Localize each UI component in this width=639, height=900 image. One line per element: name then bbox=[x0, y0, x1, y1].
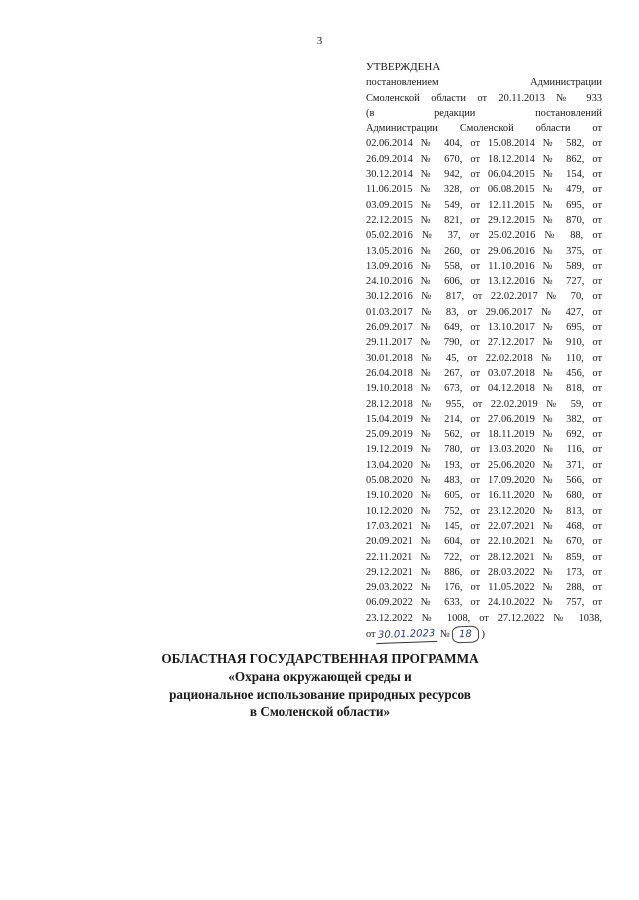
approval-block bbox=[366, 60, 602, 643]
approval-line: 19.10.2020 № 605, от 16.11.2020 № 680, от bbox=[366, 490, 602, 502]
approval-line: 25.09.2019 № 562, от 18.11.2019 № 692, от bbox=[366, 429, 602, 441]
program-title-line-4: в Смоленской области» bbox=[249, 704, 391, 720]
approval-line: 10.12.2020 № 752, от 23.12.2020 № 813, от bbox=[366, 505, 602, 517]
approval-line: постановлением Администрации bbox=[366, 77, 602, 89]
approval-line: (в редакции постановлений bbox=[366, 107, 602, 119]
approval-line: 15.04.2019 № 214, от 27.06.2019 № 382, от bbox=[366, 413, 602, 425]
approval-line: 29.11.2017 № 790, от 27.12.2017 № 910, от bbox=[366, 337, 602, 349]
approval-line: 11.06.2015 № 328, от 06.08.2015 № 479, от bbox=[366, 184, 602, 196]
approval-line: 06.09.2022 № 633, от 24.10.2022 № 757, от bbox=[366, 597, 602, 609]
approval-last-line bbox=[366, 626, 602, 643]
approval-heading: УТВЕРЖДЕНА bbox=[366, 61, 441, 73]
approval-line: 24.10.2016 № 606, от 13.12.2016 № 727, от bbox=[366, 276, 602, 288]
approval-line: 01.03.2017 № 83, от 29.06.2017 № 427, от bbox=[366, 306, 602, 318]
page-number: 3 bbox=[316, 35, 323, 47]
approval-line: 28.12.2018 № 955, от 22.02.2019 № 59, от bbox=[366, 398, 602, 410]
approval-line: 02.06.2014 № 404, от 15.08.2014 № 582, от bbox=[366, 138, 602, 150]
approval-line: 26.09.2017 № 649, от 13.10.2017 № 695, от bbox=[366, 322, 602, 334]
program-title-line-3: рациональное использование природных ресурсов bbox=[169, 686, 471, 702]
approval-line: 26.09.2014 № 670, от 18.12.2014 № 862, от bbox=[366, 153, 602, 165]
approval-line: Администрации Смоленской области от bbox=[366, 123, 602, 135]
number-sign: № bbox=[439, 628, 450, 640]
approval-line: 03.09.2015 № 549, от 12.11.2015 № 695, от bbox=[366, 199, 602, 211]
approval-line: 22.11.2021 № 722, от 28.12.2021 № 859, от bbox=[366, 551, 602, 563]
program-title-line-1: ОБЛАСТНАЯ ГОСУДАРСТВЕННАЯ ПРОГРАММА bbox=[161, 651, 479, 666]
approval-line: 29.03.2022 № 176, от 11.05.2022 № 288, от bbox=[366, 582, 602, 594]
approval-line: 05.08.2020 № 483, от 17.09.2020 № 566, от bbox=[366, 475, 602, 487]
approval-line: 23.12.2022 № 1008, от 27.12.2022 № 1038, bbox=[366, 612, 602, 624]
approval-line: 13.09.2016 № 558, от 11.10.2016 № 589, от bbox=[366, 260, 602, 272]
approval-line: 17.03.2021 № 145, от 22.07.2021 № 468, от bbox=[366, 520, 602, 532]
approval-line: 30.01.2018 № 45, от 22.02.2018 № 110, от bbox=[366, 352, 602, 364]
approval-line: Смоленской области от 20.11.2013 № 933 bbox=[366, 92, 602, 104]
approval-line: 30.12.2016 № 817, от 22.02.2017 № 70, от bbox=[366, 291, 602, 303]
handwritten-date: 30.01.2023 bbox=[375, 626, 437, 644]
approval-line: 19.12.2019 № 780, от 13.03.2020 № 116, от bbox=[366, 444, 602, 456]
approval-lines bbox=[366, 75, 602, 626]
approval-line: 26.04.2018 № 267, от 03.07.2018 № 456, от bbox=[366, 367, 602, 379]
approval-line: 13.04.2020 № 193, от 25.06.2020 № 371, от bbox=[366, 459, 602, 471]
approval-line: 05.02.2016 № 37, от 25.02.2016 № 88, от bbox=[366, 230, 602, 242]
approval-line: 20.09.2021 № 604, от 22.10.2021 № 670, от bbox=[366, 536, 602, 548]
approval-line: 22.12.2015 № 821, от 29.12.2015 № 870, от bbox=[366, 214, 602, 226]
last-line-prefix: от bbox=[366, 628, 376, 640]
approval-line: 19.10.2018 № 673, от 04.12.2018 № 818, от bbox=[366, 383, 602, 395]
approval-line: 29.12.2021 № 886, от 28.03.2022 № 173, от bbox=[366, 566, 602, 578]
closing-parenthesis: ) bbox=[481, 628, 485, 640]
program-title-line-2: «Охрана окружающей среды и bbox=[228, 668, 412, 684]
approval-line: 30.12.2014 № 942, от 06.04.2015 № 154, от bbox=[366, 169, 602, 181]
approval-line: 13.05.2016 № 260, от 29.06.2016 № 375, от bbox=[366, 245, 602, 257]
handwritten-number: 18 bbox=[452, 626, 479, 644]
program-title bbox=[100, 650, 540, 721]
